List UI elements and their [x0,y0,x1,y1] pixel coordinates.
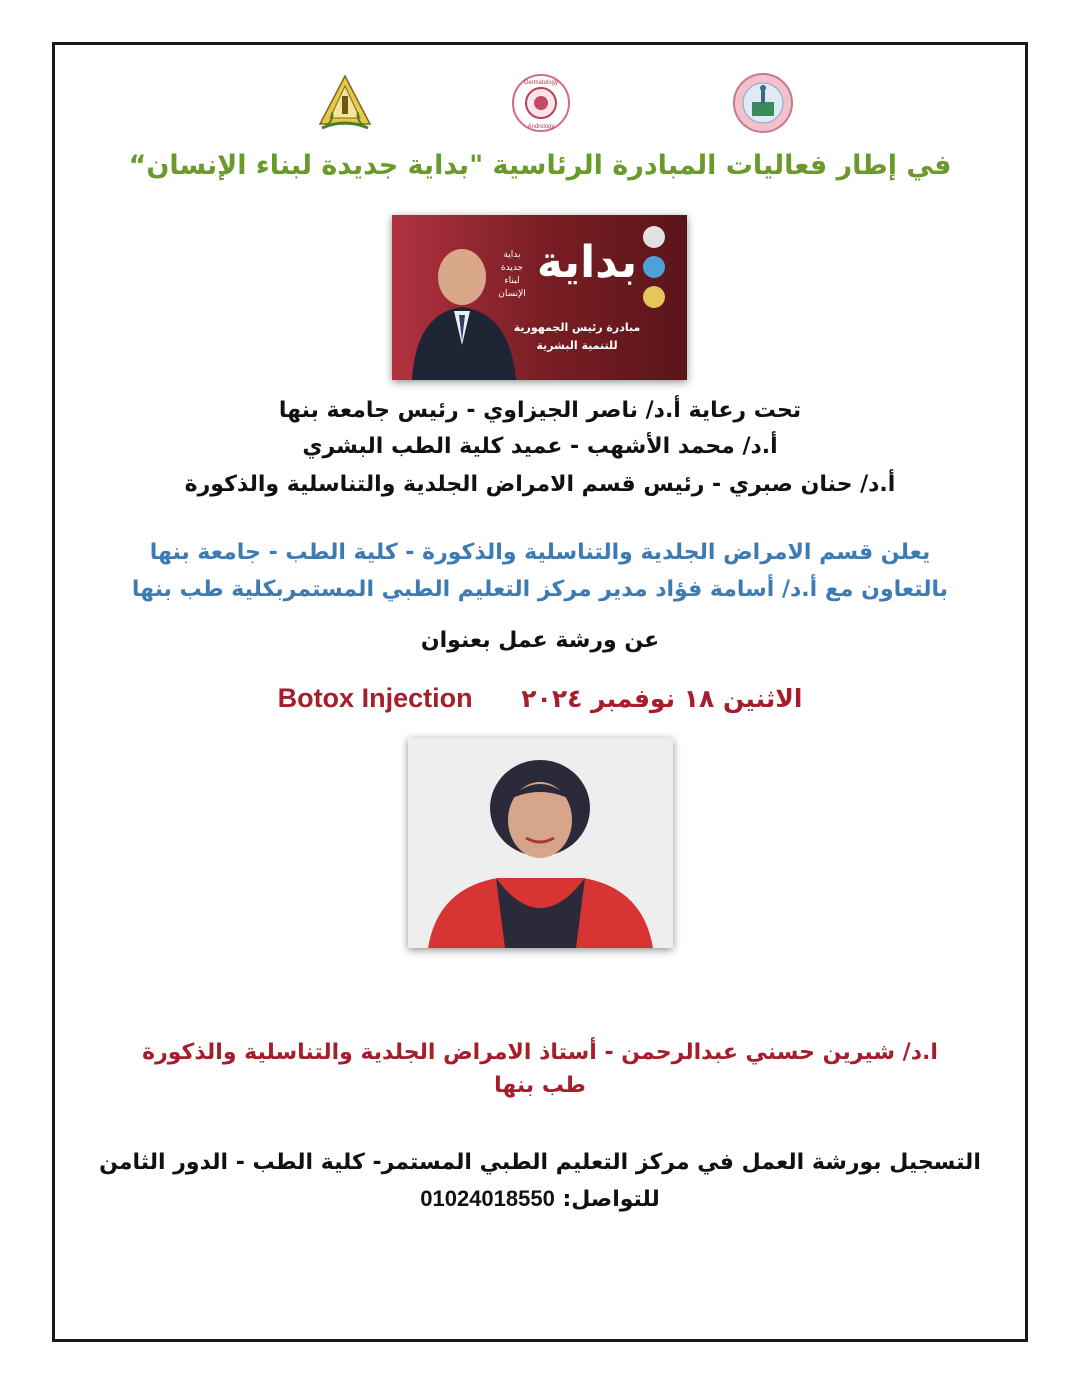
event-date-title [0,683,1080,714]
logo-text-top: Dermatology [523,80,559,86]
speaker-photo [408,738,673,948]
contact-line [0,1186,1080,1212]
event-date: الاثنين ١٨ نوفمبر ٢٠٢٤ [521,684,803,713]
announcement-line-1: يعلن قسم الامراض الجلدية والتناسلية والذكورة - كلية الطب - جامعة بنها [149,540,931,565]
logo-text-bottom: Andrology [527,124,555,130]
contact-label: للتواصل: [562,1187,660,1212]
initiative-banner [392,215,687,380]
workshop-intro: عن ورشة عمل بعنوان [420,628,660,653]
benha-university-logo [314,72,376,134]
benha-faculty-of-medicine-logo [732,72,794,134]
banner-big-word: بداية [536,237,638,288]
event-title: Botox Injection [277,683,473,713]
banner-caption-2: للتنمية البشرية [536,339,618,352]
banner-side-line: لبناء [504,276,520,286]
banner-side-line: بداية [503,250,521,260]
speaker-line-1: ا.د/ شيرين حسني عبدالرحمن - أستاذ الامراض الجلدية والتناسلية والذكورة [142,1040,938,1065]
speaker-line-2: طب بنها [494,1073,586,1098]
banner-side-text [492,249,532,301]
dermatology-andrology-logo [510,72,572,134]
initiative-heading: في إطار فعاليات المبادرة الرئاسية "بداية جديدة لبناء الإنسان“ [128,150,952,181]
patronage-line-3: أ.د/ حنان صبري - رئيس قسم الامراض الجلدية والتناسلية والذكورة [184,472,896,497]
banner-caption-1: مبادرة رئيس الجمهورية [513,321,641,334]
registration-line: التسجيل بورشة العمل في مركز التعليم الطبي المستمر- كلية الطب - الدور الثامن [99,1150,981,1175]
patronage-line-1: تحت رعاية أ.د/ ناصر الجيزاوي - رئيس جامعة بنها [278,398,802,423]
announcement-line-2: بالتعاون مع أ.د/ أسامة فؤاد مدير مركز التعليم الطبي المستمربكلية طب بنها [131,577,949,602]
patronage-line-2: أ.د/ محمد الأشهب - عميد كلية الطب البشري [302,434,778,459]
banner-side-line: الإنسان [498,289,526,299]
banner-side-line: جديدة [500,263,524,273]
contact-phone: 01024018550 [420,1186,555,1211]
